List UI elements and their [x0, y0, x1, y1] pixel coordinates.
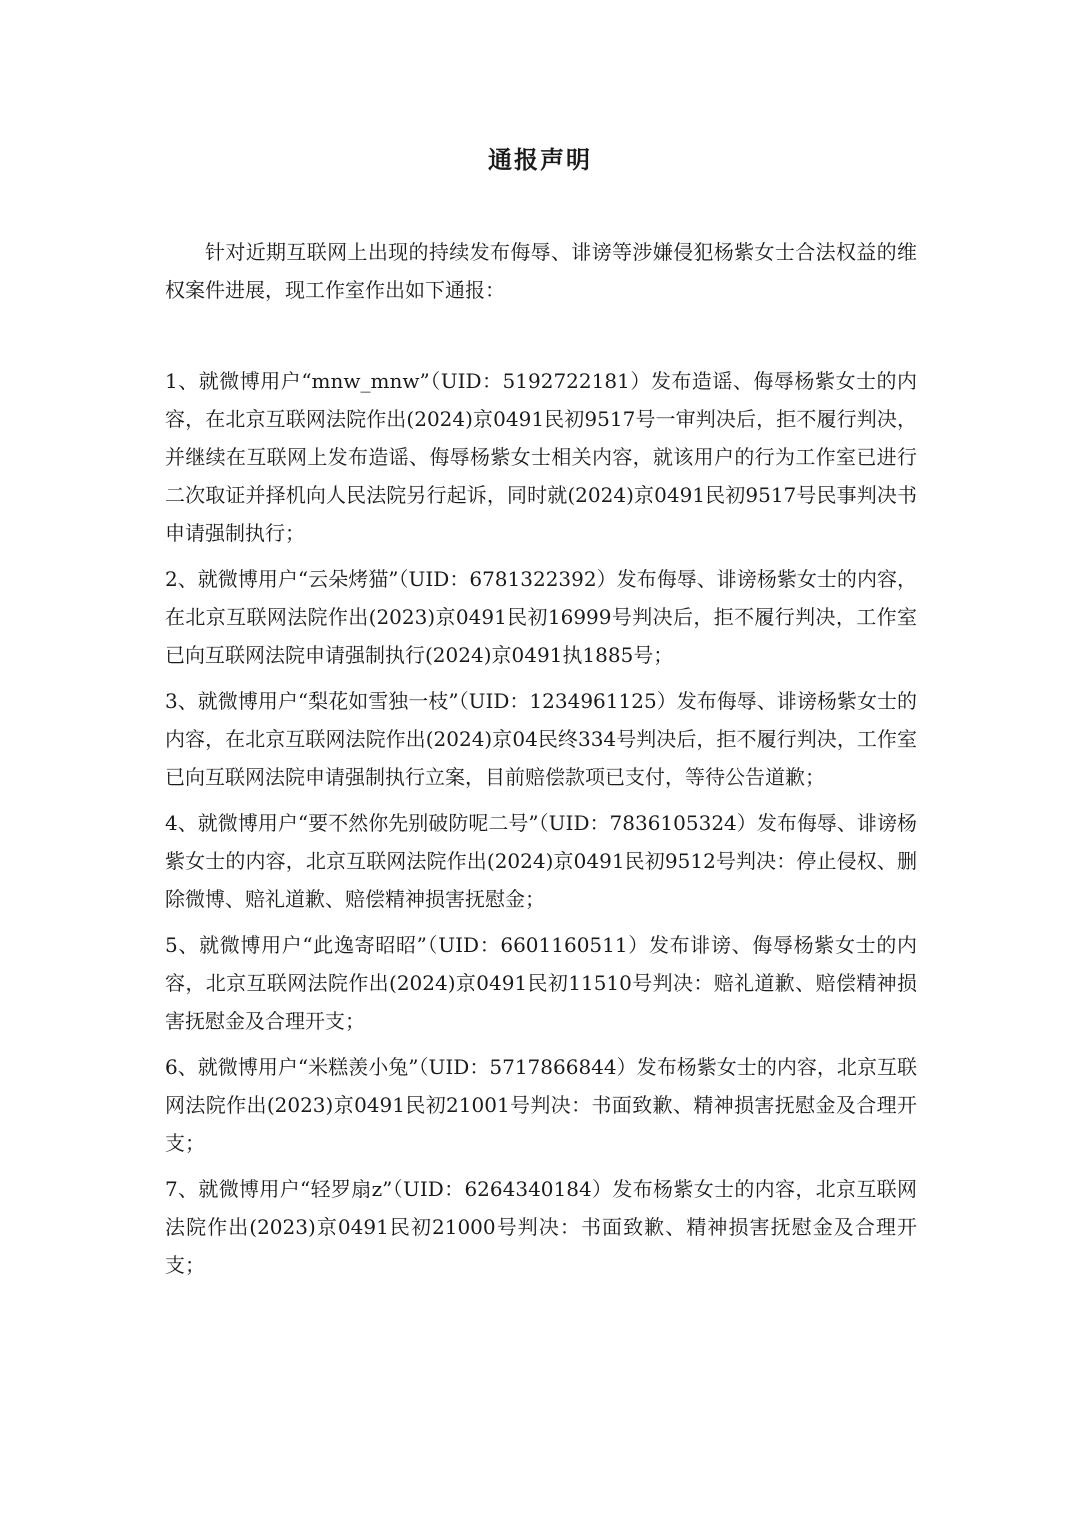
intro-paragraph: 针对近期互联网上出现的持续发布侮辱、诽谤等涉嫌侵犯杨紫女士合法权益的维权案件进展，现工作室作出如下通报：: [165, 240, 917, 302]
list-item-2: 2、就微博用户“云朵烤猫”（UID：6781322392）发布侮辱、诽谤杨紫女士的内容，在北京互联网法院作出(2023)京0491民初16999号判决后，拒不履行判决，工作室已向互联网法院申请强制执行(2024)京0491执1885号；: [165, 567, 917, 667]
document-title: 通报声明: [488, 145, 592, 174]
list-item-7: 7、就微博用户“轻罗扇z”（UID：6264340184）发布杨紫女士的内容，北京互联网法院作出(2023)京0491民初21000号判决：书面致歉、精神损害抚慰金及合理开支；: [165, 1177, 917, 1277]
list-item-4: 4、就微博用户“要不然你先别破防呢二号”（UID：7836105324）发布侮辱、诽谤杨紫女士的内容，北京互联网法院作出(2024)京0491民初9512号判决：停止侵权、删除微博、赔礼道歉、赔偿精神损害抚慰金；: [165, 811, 917, 911]
list-item-3: 3、就微博用户“梨花如雪独一枝”（UID：1234961125）发布侮辱、诽谤杨紫女士的内容，在北京互联网法院作出(2024)京04民终334号判决后，拒不履行判决，工作室已向互联网法院申请强制执行立案，目前赔偿款项已支付，等待公告道歉；: [165, 689, 917, 789]
list-item-1: 1、就微博用户“mnw_mnw”（UID：5192722181）发布造谣、侮辱杨紫女士的内容，在北京互联网法院作出(2024)京0491民初9517号一审判决后，拒不履行判决，并继续在互联网上发布造谣、侮辱杨紫女士相关内容，就该用户的行为工作室已进行二次取证并择机向人民法院另行起诉，同时就(2024)京0491民初9517号民事判决书申请强制执行；: [165, 369, 917, 545]
list-item-5: 5、就微博用户“此逸寄昭昭”（UID：6601160511）发布诽谤、侮辱杨紫女士的内容，北京互联网法院作出(2024)京0491民初11510号判决：赔礼道歉、赔偿精神损害抚慰金及合理开支；: [165, 933, 917, 1033]
list-item-6: 6、就微博用户“米糕羡小兔”（UID：5717866844）发布杨紫女士的内容，北京互联网法院作出(2023)京0491民初21001号判决：书面致歉、精神损害抚慰金及合理开支；: [165, 1055, 917, 1155]
item-list: [165, 362, 917, 1292]
